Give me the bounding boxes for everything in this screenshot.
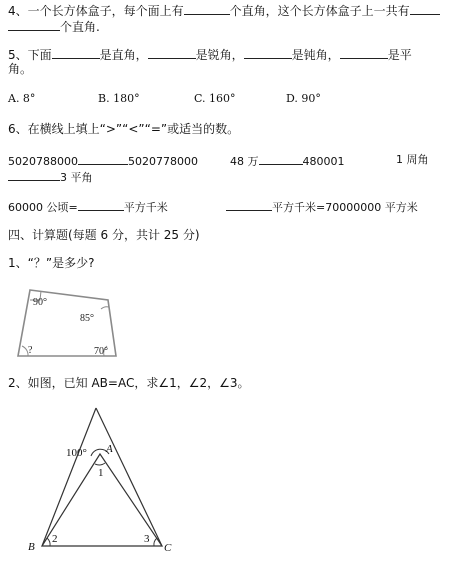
q5-option-d[interactable]: D. 90° [286, 92, 321, 105]
q5-option-c[interactable]: C. 160° [194, 92, 236, 105]
calc-2-title: 2、如图，已知 AB=AC，求∠1，∠2，∠3。 [8, 376, 250, 390]
vertex-label-c: C [164, 542, 172, 554]
q6-compare-1 [8, 152, 198, 169]
q6-c1-blank[interactable] [78, 152, 128, 165]
q6-c1-left: 5020788000 [8, 155, 78, 168]
vertex-label-a: A [106, 443, 113, 455]
quadrilateral-figure [8, 280, 128, 360]
q5-option-a[interactable]: A. 8° [8, 92, 36, 105]
q5-blank-4[interactable] [340, 46, 388, 59]
angle-arc-2 [47, 538, 50, 546]
angle-arc-85 [101, 307, 109, 309]
q6-compare-3b [8, 168, 93, 185]
q5-text-1: 5、下面 [8, 48, 52, 62]
triangle-figure [14, 404, 200, 560]
angle-label-85: 85° [80, 313, 94, 324]
side-ab-extension [42, 408, 96, 546]
q5-blank-2[interactable] [148, 46, 196, 59]
angle-number-2: 2 [52, 533, 58, 545]
q6-compare-3a [396, 152, 429, 167]
q5-text-2: 是直角， [99, 48, 148, 62]
q5-option-b[interactable]: B. 180° [98, 92, 140, 105]
angle-number-3: 3 [144, 533, 150, 545]
question-5-line2 [8, 62, 32, 77]
angle-label-90: 90° [33, 297, 47, 308]
q6-compare-2 [230, 152, 345, 169]
q4-blank-1[interactable] [184, 2, 230, 15]
q4-text-3: 个直角. [60, 20, 100, 34]
q6-c3-blank[interactable] [8, 168, 60, 181]
q5-blank-1[interactable] [52, 46, 100, 59]
q6-c2-right: 480001 [302, 155, 345, 168]
q5-text-4: 是钝角， [291, 48, 340, 62]
angle-arc-3 [154, 538, 157, 546]
angle-number-1: 1 [98, 467, 104, 479]
line-extended-ac [96, 408, 162, 546]
q4-blank-2[interactable] [410, 2, 440, 15]
question-6-title: 6、在横线上填上“>”“<”“=”或适当的数。 [8, 122, 240, 136]
section-4-title: 四、计算题(每题 6 分，共计 25 分) [8, 228, 200, 242]
q6-c3-left: 1 周角 [396, 153, 429, 166]
q6-convert-2 [226, 198, 418, 215]
q6-r2-blank-2[interactable] [226, 198, 272, 211]
q4-blank-2b[interactable] [8, 18, 60, 31]
q5-blank-3[interactable] [244, 46, 292, 59]
q4-text-2: 个直角，这个长方体盒子上一共有 [229, 4, 410, 18]
angle-label-70: 70° [94, 346, 108, 357]
question-4-line2 [8, 18, 100, 35]
q6-c2-blank[interactable] [259, 152, 303, 165]
angle-label-100: 100° [66, 447, 87, 459]
calc-1-title: 1、“？”是多少? [8, 256, 95, 270]
q5-text-6: 角。 [8, 62, 33, 76]
q6-r2-left: 60000 公顷= [8, 201, 78, 214]
vertex-label-b: B [28, 541, 35, 553]
angle-arc-1 [95, 463, 105, 465]
q6-convert-1 [8, 198, 168, 215]
q4-text-1: 4、一个长方体盒子，每个面上有 [8, 4, 184, 18]
q6-r2-mid: 平方千米 [123, 201, 168, 214]
q5-text-5: 是平 [387, 48, 412, 62]
q6-r2-right: 平方千米=70000000 平方米 [272, 201, 418, 214]
angle-label-unknown: ? [28, 345, 33, 356]
question-5-line1 [8, 46, 412, 63]
q6-c3-right: 3 平角 [60, 171, 93, 184]
q5-text-3: 是锐角， [195, 48, 244, 62]
question-4-line1 [8, 2, 440, 19]
q6-c1-right: 5020778000 [128, 155, 198, 168]
q6-r2-blank-1[interactable] [78, 198, 124, 211]
q6-c2-left: 48 万 [230, 155, 259, 168]
